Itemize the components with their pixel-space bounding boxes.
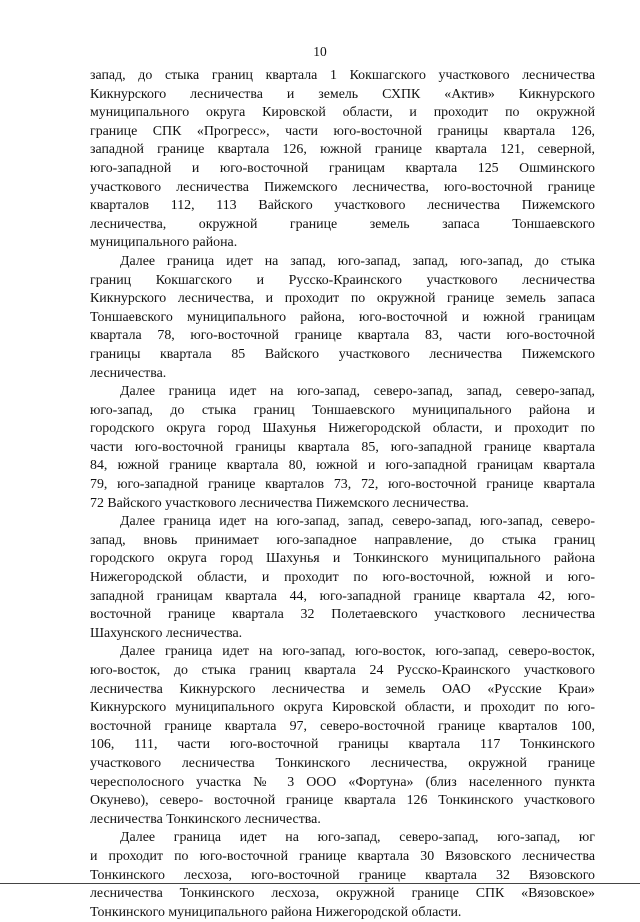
- paragraph: [90, 829, 595, 922]
- paragraph: [90, 253, 595, 383]
- text-line: Далее граница идет на запад, юго-запад, запад, юго-запад, до стыка: [120, 253, 595, 269]
- text-line: западной границе квартала 126, южной границе квартала 121, северной,: [90, 142, 595, 158]
- paragraph: [90, 383, 595, 513]
- text-line: Далее граница идет на юго-запад, запад, северо-запад, юго-запад, северо-: [120, 514, 595, 530]
- text-line: муниципального района.: [90, 235, 238, 251]
- text-line: восточной границе квартала 32 Полетаевского участкового лесничества: [90, 607, 595, 623]
- page-number: 10: [313, 44, 327, 59]
- text-line: лесничества Тонкинского лесхоза, окружной границе СПК «Вязовское»: [90, 886, 595, 902]
- text-line: кварталов 112, 113 Вайского участкового лесничества Пижемского: [90, 198, 595, 214]
- text-line: 72 Вайского участкового лесничества Пижемского лесничества.: [90, 495, 469, 511]
- text-line: Кикнурского лесничества, и проходит по окружной границе земель запаса: [90, 291, 595, 307]
- text-line: Тоншаевского муниципального района, юго-восточной и южной границам: [90, 309, 595, 325]
- text-line: восточной границе квартала 97, северо-восточной границе кварталов 100,: [90, 718, 595, 734]
- text-line: 84, южной границе квартала 80, южной и юго-западной границам квартала: [90, 458, 595, 474]
- text-line: и проходит по юго-восточной границе квартала 30 Вязовского лесничества: [90, 848, 595, 864]
- text-line: Нижегородской области, и проходит по юго-восточной, южной и юго-: [90, 570, 595, 586]
- text-line: Далее граница идет на юго-запад, северо-запад, юго-запад, юг: [120, 830, 595, 846]
- text-line: части юго-восточной границы квартала 85, юго-западной границе квартала: [90, 439, 595, 455]
- text-line: Далее граница идет на юго-запад, юго-восток, юго-запад, северо-восток,: [120, 644, 595, 660]
- text-line: лесничества Кикнурского лесничества и земель ОАО «Русские Краи»: [90, 681, 595, 697]
- text-line: Окунево), северо- восточной границе квартала 126 Тонкинского участкового: [90, 793, 595, 809]
- text-line: городского округа город Шахунья Нижегородской области, и проходит по: [90, 421, 595, 437]
- text-line: Кикнурского муниципального округа Кировской области, и проходит по юго-: [90, 700, 595, 716]
- text-line: юго-восток, до стыка границ квартала 24 Русско-Краинского участкового: [90, 663, 595, 678]
- text-line: муниципального округа Кировской области, и проходит по окружной: [90, 105, 595, 121]
- paragraph: [90, 513, 595, 643]
- text-line: лесничества Тонкинского лесничества.: [90, 811, 321, 827]
- text-line: квартала 78, юго-восточной границе квартала 83, части юго-восточной: [90, 328, 595, 344]
- text-line: запад, вновь принимает юго-западное направление, до стыка границ: [90, 532, 595, 548]
- text-line: участкового лесничества Пижемского лесничества, юго-восточной границе: [90, 179, 595, 195]
- text-line: участкового лесничества Тонкинского лесничества, окружной границе: [90, 755, 595, 771]
- text-line: границы квартала 85 Вайского участкового лесничества Пижемского: [90, 346, 595, 362]
- text-line: чересполосного участка № 3 ООО «Фортуна» (близ населенного пункта: [90, 774, 595, 790]
- body-text: [90, 67, 595, 922]
- text-line: лесничества, окружной границе земель запаса Тоншаевского: [90, 216, 595, 232]
- text-line: запад, до стыка границ квартала 1 Кокшагского участкового лесничества: [90, 68, 595, 83]
- text-line: Тонкинского муниципального района Нижегородской области.: [90, 904, 462, 920]
- text-line: Шахунского лесничества.: [90, 625, 243, 641]
- text-line: западной границам квартала 44, юго-западной границе квартала 42, юго-: [90, 588, 595, 604]
- paragraph: [90, 643, 595, 829]
- text-line: границ Кокшагского и Русско-Краинского участкового лесничества: [90, 272, 595, 288]
- text-line: Далее граница идет на юго-запад, северо-запад, запад, северо-запад,: [120, 384, 595, 400]
- text-line: городского округа город Шахунья и Тонкинского муниципального района: [90, 551, 595, 567]
- text-line: границе СПК «Прогресс», части юго-восточной границы квартала 126,: [90, 123, 595, 139]
- text-line: Кикнурского лесничества и земель СХПК «Актив» Кикнурского: [90, 86, 595, 102]
- text-line: юго-запад, до стыка границ Тоншаевского муниципального района и: [90, 402, 595, 418]
- text-line: юго-западной и юго-восточной границам квартала 125 Ошминского: [90, 160, 595, 176]
- text-line: лесничества.: [90, 365, 167, 381]
- text-line: 106, 111, части юго-восточной границы квартала 117 Тонкинского: [90, 737, 595, 753]
- text-line: 79, юго-западной границе кварталов 73, 72, юго-восточной границе квартала: [90, 477, 595, 493]
- text-line: Тонкинского лесхоза, юго-восточной границе квартала 32 Вязовского: [90, 867, 595, 883]
- paragraph: [90, 67, 595, 253]
- footer-rule: [0, 883, 640, 884]
